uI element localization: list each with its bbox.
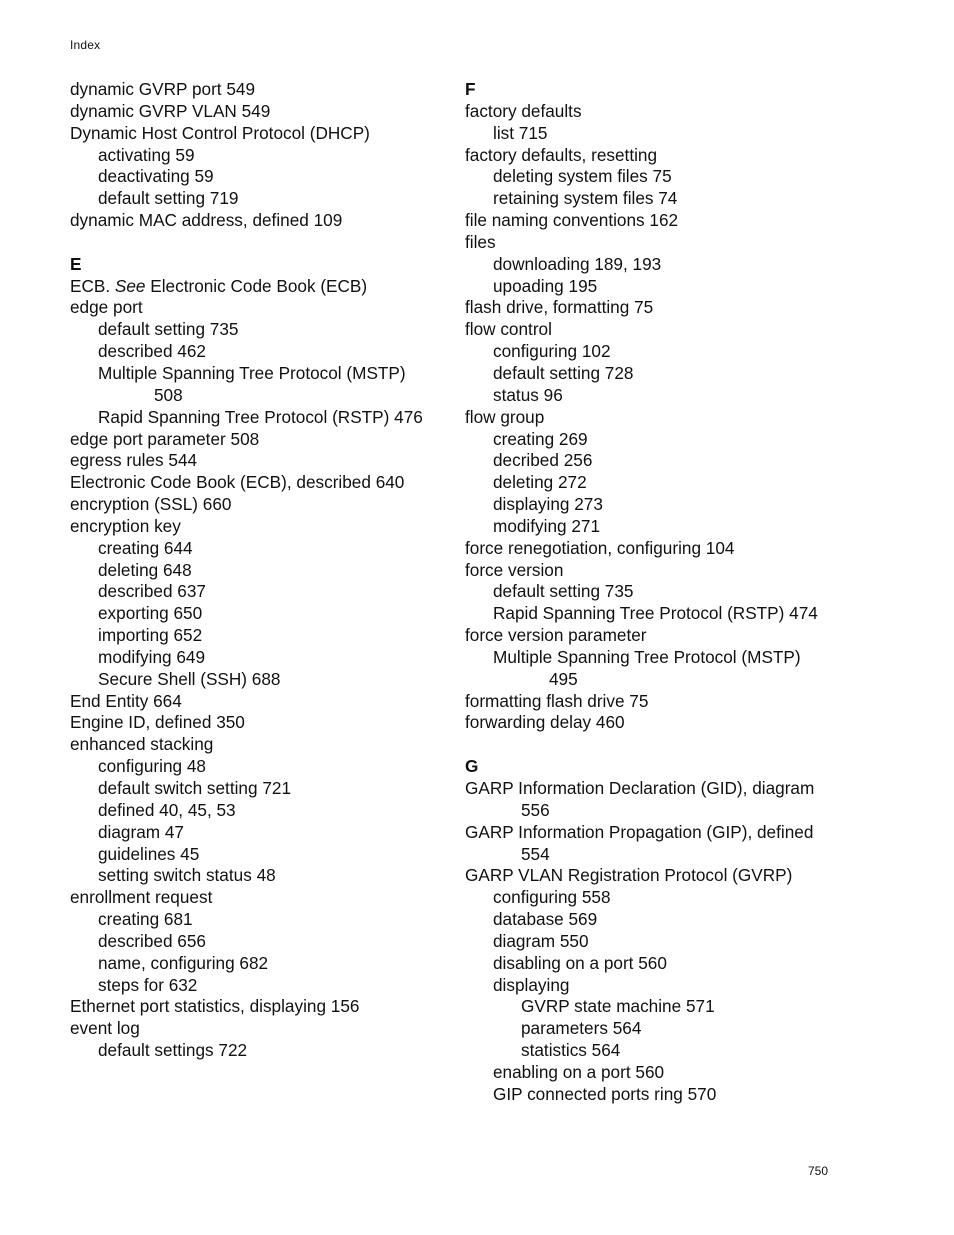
- index-subentry: guidelines 45: [98, 843, 200, 864]
- see-reference: See: [114, 275, 146, 296]
- index-entry: Electronic Code Book (ECB), described 640: [70, 472, 405, 493]
- index-subentry: described 462: [98, 341, 206, 362]
- index-entry: edge port: [70, 297, 143, 318]
- index-entry: force version parameter: [465, 625, 647, 646]
- index-entry: Dynamic Host Control Protocol (DHCP): [70, 122, 370, 143]
- index-entry: GARP VLAN Registration Protocol (GVRP): [465, 865, 793, 886]
- index-subentry: described 637: [98, 581, 206, 602]
- page-number: 750: [808, 1164, 829, 1178]
- index-subentry: diagram 550: [493, 930, 589, 951]
- index-entry: edge port parameter 508: [70, 428, 260, 449]
- index-entry: flash drive, formatting 75: [465, 297, 654, 318]
- index-entry: formatting flash drive 75: [465, 690, 649, 711]
- index-subentry: creating 644: [98, 537, 193, 558]
- index-entry: Ethernet port statistics, displaying 156: [70, 996, 360, 1017]
- index-subentry: displaying 273: [493, 494, 603, 515]
- index-subentry: Multiple Spanning Tree Protocol (MSTP): [98, 362, 406, 383]
- index-entry: dynamic GVRP VLAN 549: [70, 100, 271, 121]
- section-spacer: [70, 232, 440, 254]
- index-entry: encryption key: [70, 515, 181, 536]
- index-entry: dynamic GVRP port 549: [70, 79, 256, 99]
- index-subentry: configuring 558: [493, 887, 611, 908]
- section-spacer: [465, 734, 845, 756]
- index-subentry: disabling on a port 560: [493, 952, 667, 973]
- index-entry: factory defaults, resetting: [465, 144, 658, 165]
- index-subentry: setting switch status 48: [98, 865, 276, 886]
- index-entry: file naming conventions 162: [465, 210, 679, 231]
- index-subentry: activating 59: [98, 144, 195, 165]
- index-subentry: diagram 47: [98, 821, 184, 842]
- index-subentry: steps for 632: [98, 974, 198, 995]
- index-subentry: deactivating 59: [98, 166, 214, 187]
- index-subsubentry: GVRP state machine 571: [521, 996, 715, 1017]
- index-subentry: default settings 722: [98, 1040, 248, 1061]
- index-subentry: importing 652: [98, 625, 203, 646]
- index-subentry: exporting 650: [98, 603, 203, 624]
- index-subentry: list 715: [493, 122, 548, 143]
- index-subentry: enabling on a port 560: [493, 1061, 665, 1082]
- index-subentry: modifying 271: [493, 515, 601, 536]
- index-subentry: retaining system files 74: [493, 188, 678, 209]
- index-subentry: deleting 648: [98, 559, 192, 580]
- index-entry: GARP Information Declaration (GID), diagram: [465, 778, 815, 798]
- index-subentry-continuation: 495: [549, 668, 578, 689]
- index-subentry: Secure Shell (SSH) 688: [98, 668, 281, 689]
- index-subentry: configuring 102: [493, 341, 611, 362]
- index-entry: force version: [465, 559, 564, 580]
- index-entry: force renegotiation, configuring 104: [465, 537, 735, 558]
- index-subentry: creating 681: [98, 909, 193, 930]
- index-subentry: displaying: [493, 974, 570, 995]
- index-subentry: downloading 189, 193: [493, 253, 662, 274]
- index-subentry: Multiple Spanning Tree Protocol (MSTP): [493, 646, 801, 667]
- index-entry: factory defaults: [465, 100, 582, 121]
- running-header: Index: [70, 38, 101, 52]
- index-subentry: Rapid Spanning Tree Protocol (RSTP) 476: [98, 406, 423, 427]
- index-entry: Engine ID, defined 350: [70, 712, 245, 733]
- index-subentry: configuring 48: [98, 756, 206, 777]
- index-subentry: status 96: [493, 384, 563, 405]
- index-entry: enrollment request: [70, 887, 213, 908]
- index-column-left: [70, 79, 440, 1062]
- index-entry: event log: [70, 1018, 140, 1039]
- section-letter-f: F: [465, 79, 476, 99]
- entry-text: Electronic Code Book (ECB): [145, 275, 368, 296]
- index-subsubentry: statistics 564: [521, 1040, 621, 1061]
- index-entry: flow group: [465, 406, 545, 427]
- index-subentry: name, configuring 682: [98, 952, 269, 973]
- index-subsubentry: parameters 564: [521, 1018, 642, 1039]
- index-subentry: default setting 735: [493, 581, 634, 602]
- index-subentry: decribed 256: [493, 450, 593, 471]
- index-subentry: default setting 719: [98, 188, 239, 209]
- index-subentry: modifying 649: [98, 646, 206, 667]
- section-letter-e: E: [70, 253, 82, 274]
- index-entry-cross-reference: [70, 276, 440, 298]
- index-subentry: default setting 735: [98, 319, 239, 340]
- index-entry: End Entity 664: [70, 690, 182, 711]
- index-subentry: deleting system files 75: [493, 166, 672, 187]
- index-entry: enhanced stacking: [70, 734, 214, 755]
- index-column-right: [465, 79, 845, 1106]
- index-entry: encryption (SSL) 660: [70, 494, 232, 515]
- index-entry: dynamic MAC address, defined 109: [70, 210, 343, 231]
- index-entry-continuation: 554: [521, 843, 550, 864]
- index-subentry: described 656: [98, 930, 206, 951]
- index-subentry: database 569: [493, 909, 598, 930]
- section-letter-g: G: [465, 756, 479, 777]
- index-entry: files: [465, 231, 496, 252]
- index-entry: forwarding delay 460: [465, 712, 625, 733]
- index-subentry: creating 269: [493, 428, 588, 449]
- index-subentry: defined 40, 45, 53: [98, 799, 236, 820]
- index-entry: egress rules 544: [70, 450, 198, 471]
- index-entry-continuation: 556: [521, 799, 550, 820]
- index-subentry: default setting 728: [493, 362, 634, 383]
- index-subentry: upoading 195: [493, 275, 598, 296]
- entry-text: ECB.: [70, 275, 115, 296]
- index-subentry-continuation: 508: [154, 384, 183, 405]
- index-entry: GARP Information Propagation (GIP), defined: [465, 821, 814, 842]
- index-subentry: GIP connected ports ring 570: [493, 1083, 717, 1104]
- index-subentry: deleting 272: [493, 472, 587, 493]
- index-entry: flow control: [465, 319, 552, 340]
- index-subentry: Rapid Spanning Tree Protocol (RSTP) 474: [493, 603, 818, 624]
- index-subentry: default switch setting 721: [98, 778, 291, 798]
